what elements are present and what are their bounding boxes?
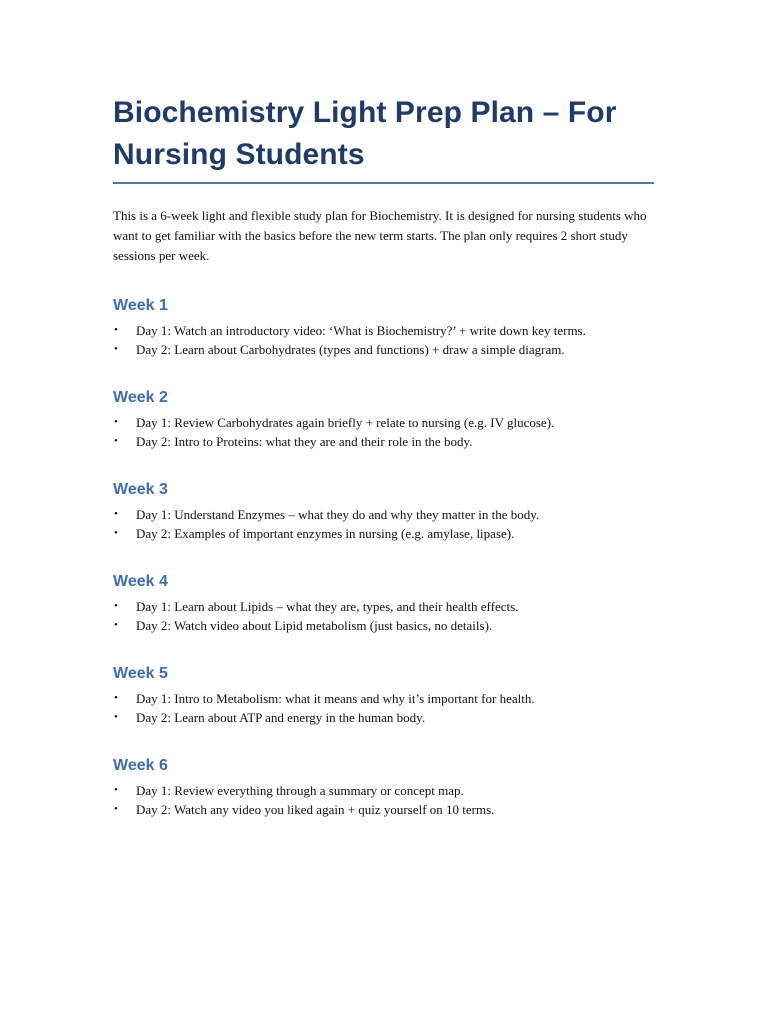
bullet-icon: • [114, 324, 118, 336]
list-item [113, 432, 656, 451]
list-item-text: Day 1: Watch an introductory video: ‘What is Biochemistry?’ + write down key terms. [136, 323, 586, 338]
bullet-icon: • [114, 619, 118, 631]
bullet-icon: • [114, 803, 118, 815]
title-underline [113, 182, 654, 184]
bullet-icon: • [114, 343, 118, 355]
list-item [113, 616, 656, 635]
bullet-icon: • [114, 600, 118, 612]
list-item [113, 800, 656, 819]
list-item [113, 413, 656, 432]
list-item-text: Day 2: Watch any video you liked again + quiz yourself on 10 terms. [136, 802, 495, 817]
intro-paragraph: This is a 6-week light and flexible study plan for Biochemistry. It is designed for nursing students who want to get familiar with the basics before the new term starts. The plan only requires 2 short study sessions per week. [113, 208, 647, 263]
bullet-icon: • [114, 692, 118, 704]
week-item-list [113, 781, 656, 819]
list-item [113, 597, 656, 616]
bullet-icon: • [114, 527, 118, 539]
list-item-text: Day 1: Intro to Metabolism: what it means and why it’s important for health. [136, 691, 535, 706]
list-item-text: Day 1: Review everything through a summary or concept map. [136, 783, 464, 798]
list-item-text: Day 2: Learn about Carbohydrates (types and functions) + draw a simple diagram. [136, 342, 565, 357]
list-item [113, 340, 656, 359]
week-heading: Week 4 [113, 573, 168, 590]
bullet-icon: • [114, 508, 118, 520]
week-heading: Week 2 [113, 389, 168, 406]
week-section [113, 480, 656, 543]
list-item-text: Day 1: Review Carbohydrates again briefly + relate to nursing (e.g. IV glucose). [136, 415, 555, 430]
document-title: Biochemistry Light Prep Plan – For Nursing Students [113, 96, 617, 171]
list-item [113, 321, 656, 340]
list-item-text: Day 2: Watch video about Lipid metabolism (just basics, no details). [136, 618, 493, 633]
weeks-container [113, 296, 656, 819]
week-item-list [113, 689, 656, 727]
week-heading: Week 6 [113, 757, 168, 774]
list-item [113, 524, 656, 543]
week-section [113, 296, 656, 359]
week-item-list [113, 321, 656, 359]
week-heading: Week 1 [113, 297, 168, 314]
list-item [113, 689, 656, 708]
list-item [113, 505, 656, 524]
bullet-icon: • [114, 416, 118, 428]
bullet-icon: • [114, 435, 118, 447]
week-heading: Week 3 [113, 481, 168, 498]
bullet-icon: • [114, 784, 118, 796]
week-item-list [113, 413, 656, 451]
list-item-text: Day 1: Learn about Lipids – what they are, types, and their health effects. [136, 599, 519, 614]
week-section [113, 572, 656, 635]
week-heading: Week 5 [113, 665, 168, 682]
list-item-text: Day 2: Intro to Proteins: what they are and their role in the body. [136, 434, 473, 449]
week-item-list [113, 597, 656, 635]
week-section [113, 756, 656, 819]
bullet-icon: • [114, 711, 118, 723]
list-item-text: Day 1: Understand Enzymes – what they do and why they matter in the body. [136, 507, 540, 522]
week-section [113, 664, 656, 727]
list-item [113, 781, 656, 800]
list-item-text: Day 2: Examples of important enzymes in nursing (e.g. amylase, lipase). [136, 526, 515, 541]
list-item [113, 708, 656, 727]
list-item-text: Day 2: Learn about ATP and energy in the human body. [136, 710, 426, 725]
week-item-list [113, 505, 656, 543]
week-section [113, 388, 656, 451]
